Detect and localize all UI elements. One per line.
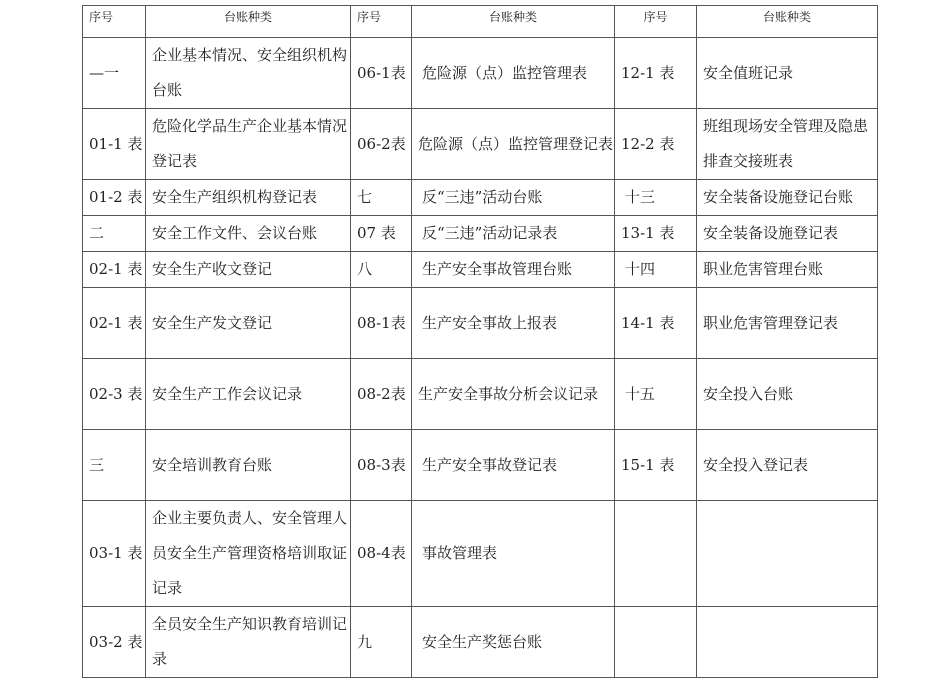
ledger-type-cell: 反“三违”活动台账 [412, 180, 615, 216]
ledger-type-cell: 安全投入台账 [697, 359, 878, 430]
serial-cell: 01-1 表 [83, 109, 146, 180]
serial-cell: 八 [351, 252, 412, 288]
table-row [83, 359, 878, 430]
ledger-type-cell: 危险源（点）监控管理表 [412, 38, 615, 109]
ledger-type-cell: 危险源（点）监控管理登记表 [412, 109, 615, 180]
ledger-type-cell: 职业危害管理登记表 [697, 288, 878, 359]
ledger-type-cell: 反“三违”活动记录表 [412, 216, 615, 252]
serial-cell: 15-1 表 [615, 430, 697, 501]
ledger-type-cell [697, 607, 878, 678]
header-row [83, 6, 878, 38]
ledger-type-cell: 安全生产组织机构登记表 [146, 180, 351, 216]
serial-cell [615, 607, 697, 678]
ledger-type-cell: 安全投入登记表 [697, 430, 878, 501]
serial-cell: 14-1 表 [615, 288, 697, 359]
ledger-type-cell: 安全生产奖惩台账 [412, 607, 615, 678]
header-cell-serial: 序号 [83, 6, 146, 38]
serial-cell: 03-2 表 [83, 607, 146, 678]
serial-cell: 十四 [615, 252, 697, 288]
serial-cell: 十五 [615, 359, 697, 430]
serial-cell: 03-1 表 [83, 501, 146, 607]
ledger-type-cell: 安全装备设施登记台账 [697, 180, 878, 216]
ledger-type-cell: 企业主要负责人、安全管理人员安全生产管理资格培训取证记录 [146, 501, 351, 607]
header-cell-serial: 序号 [351, 6, 412, 38]
table-row [83, 38, 878, 109]
serial-cell: 13-1 表 [615, 216, 697, 252]
header-cell-ledger-type: 台账种类 [412, 6, 615, 38]
ledger-type-cell: 事故管理表 [412, 501, 615, 607]
ledger-type-cell: 生产安全事故管理台账 [412, 252, 615, 288]
ledger-type-cell: 安全培训教育台账 [146, 430, 351, 501]
serial-cell [615, 501, 697, 607]
ledger-type-cell: 生产安全事故上报表 [412, 288, 615, 359]
serial-cell: 12-1 表 [615, 38, 697, 109]
serial-cell: 01-2 表 [83, 180, 146, 216]
table-row [83, 180, 878, 216]
ledger-type-cell: 全员安全生产知识教育培训记录 [146, 607, 351, 678]
ledger-type-cell: 安全值班记录 [697, 38, 878, 109]
serial-cell: 二 [83, 216, 146, 252]
serial-cell: 08-3表 [351, 430, 412, 501]
ledger-type-cell: 生产安全事故分析会议记录 [412, 359, 615, 430]
serial-cell: 三 [83, 430, 146, 501]
ledger-type-cell: 安全生产发文登记 [146, 288, 351, 359]
serial-cell: 02-1 表 [83, 252, 146, 288]
serial-cell: —一 [83, 38, 146, 109]
ledger-type-cell: 班组现场安全管理及隐患排查交接班表 [697, 109, 878, 180]
serial-cell: 12-2 表 [615, 109, 697, 180]
ledger-type-cell: 安全工作文件、会议台账 [146, 216, 351, 252]
ledger-type-cell [697, 501, 878, 607]
table-row [83, 501, 878, 607]
table-row [83, 607, 878, 678]
serial-cell: 06-2表 [351, 109, 412, 180]
table-row [83, 252, 878, 288]
serial-cell: 08-1表 [351, 288, 412, 359]
serial-cell: 十三 [615, 180, 697, 216]
serial-cell: 08-4表 [351, 501, 412, 607]
ledger-type-cell: 危险化学品生产企业基本情况登记表 [146, 109, 351, 180]
serial-cell: 九 [351, 607, 412, 678]
serial-cell: 02-3 表 [83, 359, 146, 430]
ledger-table [82, 5, 878, 678]
header-cell-ledger-type: 台账种类 [146, 6, 351, 38]
serial-cell: 06-1表 [351, 38, 412, 109]
ledger-type-cell: 生产安全事故登记表 [412, 430, 615, 501]
header-cell-ledger-type: 台账种类 [697, 6, 878, 38]
ledger-type-cell: 安全生产工作会议记录 [146, 359, 351, 430]
table-row [83, 109, 878, 180]
header-cell-serial: 序号 [615, 6, 697, 38]
table-row [83, 288, 878, 359]
table-row [83, 430, 878, 501]
serial-cell: 07 表 [351, 216, 412, 252]
serial-cell: 七 [351, 180, 412, 216]
table-row [83, 216, 878, 252]
ledger-type-cell: 职业危害管理台账 [697, 252, 878, 288]
ledger-type-cell: 企业基本情况、安全组织机构台账 [146, 38, 351, 109]
serial-cell: 08-2表 [351, 359, 412, 430]
serial-cell: 02-1 表 [83, 288, 146, 359]
ledger-type-cell: 安全生产收文登记 [146, 252, 351, 288]
ledger-type-cell: 安全装备设施登记表 [697, 216, 878, 252]
